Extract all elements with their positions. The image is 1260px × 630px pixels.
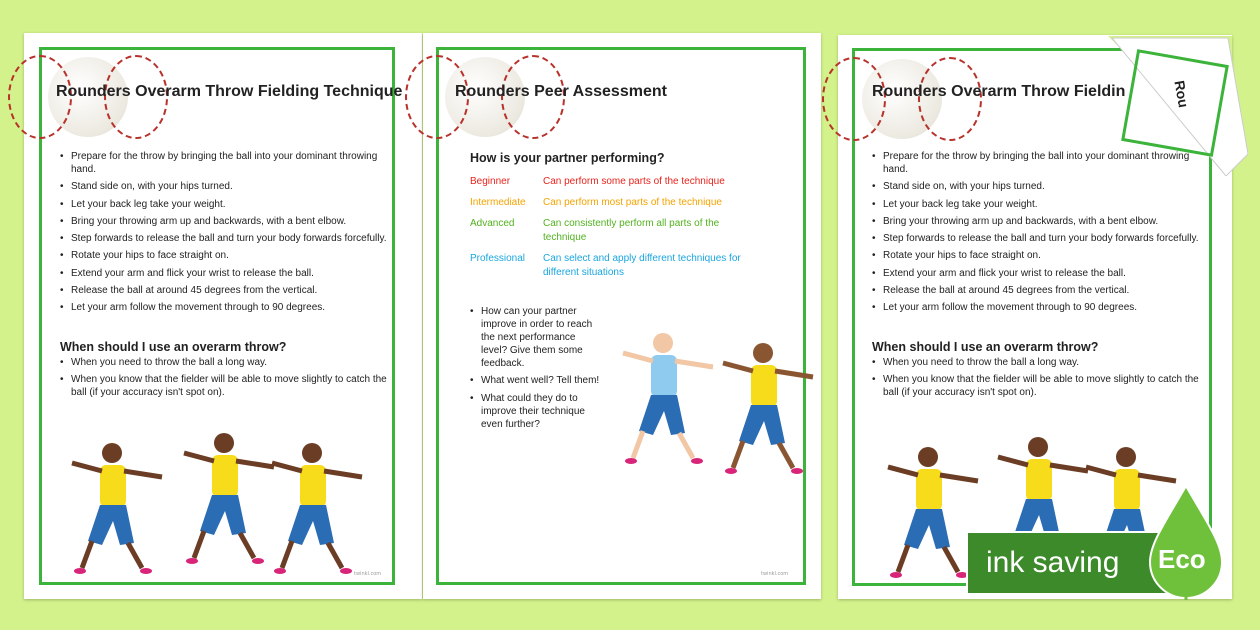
level-name: Beginner [470,176,511,187]
list-item: • Extend your arm and flick your wrist to release the ball. [60,267,400,280]
when-heading: When should I use an overarm throw? [872,340,1099,354]
level-description: Can perform most parts of the technique [543,197,722,208]
male-student-figure [613,323,723,473]
list-item: • Let your back leg take your weight. [60,198,400,211]
page-title: Rounders Overarm Throw Fielding Technique [56,83,403,100]
ink-saving-label: ink saving [986,546,1120,579]
list-item: • What went well? Tell them! [470,374,600,387]
list-item: • When you need to throw the ball a long way. [60,356,390,369]
list-item: • Prepare for the throw by bringing the ball into your dominant throwing hand. [60,150,400,176]
list-item: • Rotate your hips to face straight on. [60,249,400,262]
list-item: • Step forwards to release the ball and turn your body forwards forcefully. [60,232,400,245]
when-list [872,356,1202,404]
level-name: Advanced [470,218,515,229]
when-list [60,356,390,404]
list-item: • When you need to throw the ball a long way. [872,356,1202,369]
corner-text: Rou [1171,79,1192,109]
list-item: • When you know that the fielder will be able to move slightly to catch the ball (if your accuracy isn't spot on). [872,373,1202,399]
list-item: • Prepare for the throw by bringing the ball into your dominant throwing hand. [872,150,1212,176]
footer: twinkl.com [354,571,382,577]
level-name: Professional [470,253,526,264]
question: How is your partner performing? [470,151,665,165]
list-item: • Let your arm follow the movement through to 90 degrees. [872,301,1212,314]
level-description: Can perform some parts of the technique [543,176,725,187]
list-item: • Step forwards to release the ball and turn your body forwards forcefully. [872,232,1212,245]
level-name: Intermediate [470,197,526,208]
prompts-list [470,305,600,435]
eco-label: Eco [1158,544,1206,574]
level-description: Can select and apply different techniques for different situations [543,253,741,278]
page-curl [1108,36,1248,176]
female-student-with-clipboard-figure [713,333,823,483]
eco-leaf-icon [1148,484,1224,600]
list-item: • What could they do to improve their technique even further? [470,392,600,431]
list-item: • Stand side on, with your hips turned. [872,180,1212,193]
list-item: • How can your partner improve in order to reach the next performance level? Give them some feedback. [470,305,600,370]
page-title: Rounders Peer Assessment [455,83,667,100]
list-item: • Release the ball at around 45 degrees from the vertical. [60,284,400,297]
footer: twinkl.com [761,571,789,577]
list-item: • Bring your throwing arm up and backwards, with a bent elbow. [872,215,1212,228]
list-item: • Bring your throwing arm up and backwards, with a bent elbow. [60,215,400,228]
list-item: • Let your back leg take your weight. [872,198,1212,211]
page-title: Rounders Overarm Throw Fieldin [872,83,1126,100]
page-technique [24,33,422,599]
level-description: Can consistently perform all parts of the technique [543,218,720,243]
page-peer-assessment [423,33,821,599]
thrower-figure [262,433,372,583]
thrower-figure [62,433,172,583]
list-item: • Let your arm follow the movement through to 90 degrees. [60,301,400,314]
list-item: • When you know that the fielder will be able to move slightly to catch the ball (if your accuracy isn't spot on). [60,373,390,399]
list-item: • Stand side on, with your hips turned. [60,180,400,193]
technique-steps [60,150,400,319]
list-item: • Rotate your hips to face straight on. [872,249,1212,262]
list-item: • Extend your arm and flick your wrist to release the ball. [872,267,1212,280]
list-item: • Release the ball at around 45 degrees from the vertical. [872,284,1212,297]
when-heading: When should I use an overarm throw? [60,340,287,354]
